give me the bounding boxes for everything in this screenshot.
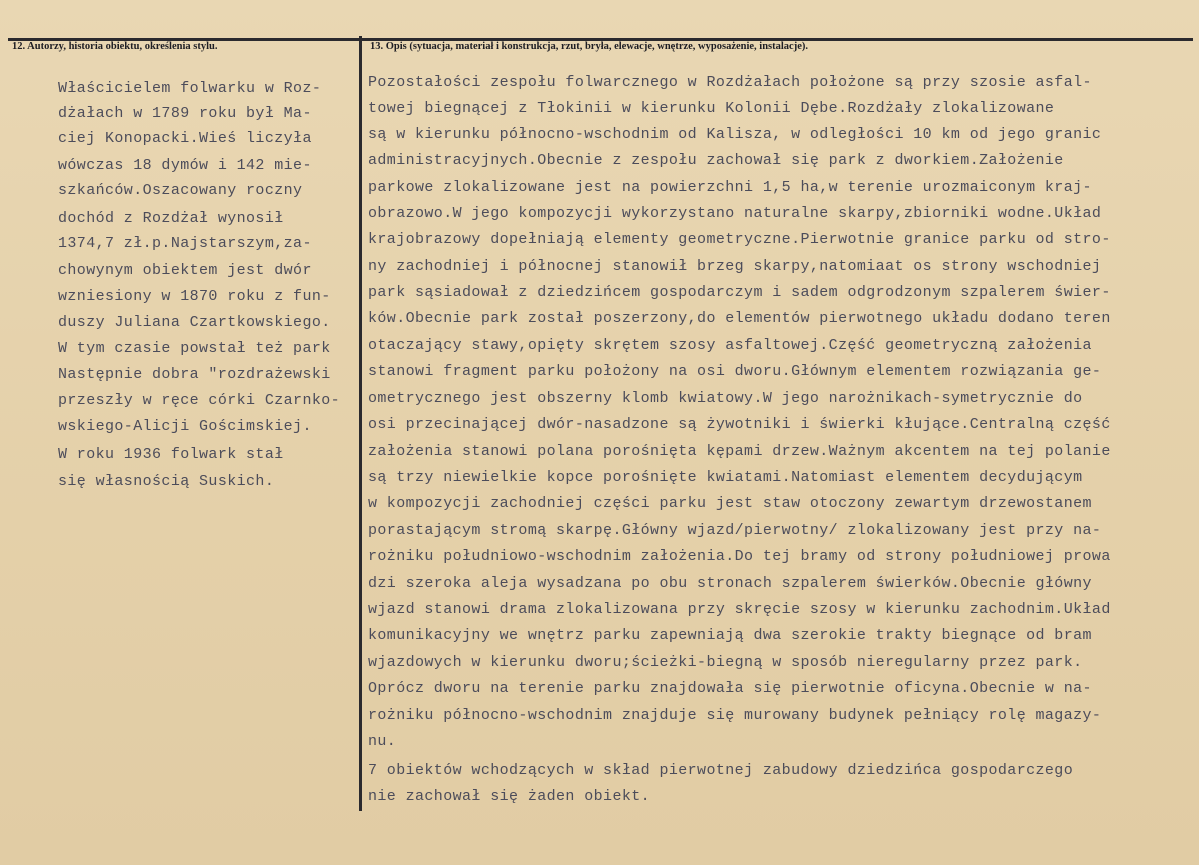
description-line: rożniku południowo-wschodnim założenia.Do tej bramy od strony południowej prowa	[368, 548, 1111, 565]
description-line: są w kierunku północno-wschodnim od Kalisza, w odległości 10 km od jego granic	[368, 126, 1102, 143]
description-line: nie zachował się żaden obiekt.	[368, 788, 651, 805]
description-line: stanowi fragment parku położony na osi dworu.Głównym elementem rozwiązania ge-	[368, 363, 1102, 380]
description-line: ny zachodniej i północnej stanowił brzeg skarpy,natomiaat os strony wschodniej	[368, 258, 1102, 275]
description-line: 7 obiektów wchodzących w skład pierwotnej zabudowy dziedzińca gospodarczego	[368, 762, 1074, 779]
history-line: wzniesiony w 1870 roku z fun-	[58, 288, 331, 305]
description-line: nu.	[368, 733, 397, 750]
description-line: Oprócz dworu na terenie parku znajdowała się pierwotnie oficyna.Obecnie w na-	[368, 680, 1092, 697]
description-line: Pozostałości zespołu folwarcznego w Rozdżałach położone są przy szosie asfal-	[368, 74, 1092, 91]
description-line: park sąsiadował z dziedzińcem gospodarczym i sadem odgrodzonym szpalerem świer-	[368, 284, 1111, 301]
description-line: otaczający stawy,opięty skrętem szosy asfaltowej.Część geometryczną założenia	[368, 337, 1092, 354]
description-line: dzi szeroka aleja wysadzana po obu stronach szpalerem świerków.Obecnie główny	[368, 575, 1092, 592]
history-line: duszy Juliana Czartkowskiego.	[58, 314, 331, 331]
history-line: Następnie dobra "rozdrażewski	[58, 366, 331, 383]
description-line: w kompozycji zachodniej części parku jest staw otoczony zewartym drzewostanem	[368, 495, 1092, 512]
description-line: są trzy niewielkie kopce porośnięte kwiatami.Natomiast elementem decydującym	[368, 469, 1083, 486]
description-line: wjazdowych w kierunku dworu;ścieżki-biegną w sposób nieregularny przez park.	[368, 654, 1083, 671]
history-line: W roku 1936 folwark stał	[58, 446, 284, 463]
history-line: W tym czasie powstał też park	[58, 340, 331, 357]
section-12-heading: 12. Autorzy, historia obiektu, określenia stylu.	[12, 41, 218, 52]
description-line: parkowe zlokalizowane jest na powierzchni 1,5 ha,w terenie urozmaiconym kraj-	[368, 179, 1092, 196]
history-line: ciej Konopacki.Wieś liczyła	[58, 130, 312, 147]
history-line: wskiego-Alicji Gościmskiej.	[58, 418, 312, 435]
history-line: chowynym obiektem jest dwór	[58, 262, 312, 279]
description-line: komunikacyjny we wnętrz parku zapewniają dwa szerokie trakty biegnące od bram	[368, 627, 1092, 644]
description-line: krajobrazowy dopełniają elementy geometryczne.Pierwotnie granice parku od stro-	[368, 231, 1111, 248]
description-line: ków.Obecnie park został poszerzony,do elementów pierwotnego układu dodano teren	[368, 310, 1111, 327]
description-line: administracyjnych.Obecnie z zespołu zachował się park z dworkiem.Założenie	[368, 152, 1064, 169]
history-line: dochód z Rozdżał wynosił	[58, 210, 284, 227]
description-line: wjazd stanowi drama zlokalizowana przy skręcie szosy w kierunku zachodnim.Układ	[368, 601, 1111, 618]
history-line: dżałach w 1789 roku był Ma-	[58, 105, 312, 122]
description-line: ometrycznego jest obszerny klomb kwiatowy.W jego narożnikach-symetrycznie do	[368, 390, 1083, 407]
history-line: Właścicielem folwarku w Roz-	[58, 80, 322, 97]
history-line: 1374,7 zł.p.Najstarszym,za-	[58, 235, 312, 252]
description-line: obrazowo.W jego kompozycji wykorzystano naturalne skarpy,zbiorniki wodne.Układ	[368, 205, 1102, 222]
section-13-heading: 13. Opis (sytuacja, materiał i konstrukcja, rzut, bryła, elewacje, wnętrze, wyposażenie, instalacje).	[370, 41, 809, 52]
description-line: rożniku północno-wschodnim znajduje się murowany budynek pełniący rolę magazy-	[368, 707, 1102, 724]
description-line: założenia stanowi polana porośnięta kępami drzew.Ważnym akcentem na tej polanie	[368, 443, 1111, 460]
description-line: porastającym stromą skarpę.Główny wjazd/pierwotny/ zlokalizowany jest przy na-	[368, 522, 1102, 539]
history-line: się własnością Suskich.	[58, 473, 275, 490]
description-line: osi przecinającej dwór-nasadzone są żywotniki i świerki kłujące.Centralną część	[368, 416, 1111, 433]
history-line: szkańców.Oszacowany roczny	[58, 182, 303, 199]
column-divider	[359, 36, 362, 811]
history-line: przeszły w ręce córki Czarnko-	[58, 392, 341, 409]
description-line: towej biegnącej z Tłokinii w kierunku Kolonii Dębe.Rozdżały zlokalizowane	[368, 100, 1055, 117]
history-line: wówczas 18 dymów i 142 mie-	[58, 157, 312, 174]
